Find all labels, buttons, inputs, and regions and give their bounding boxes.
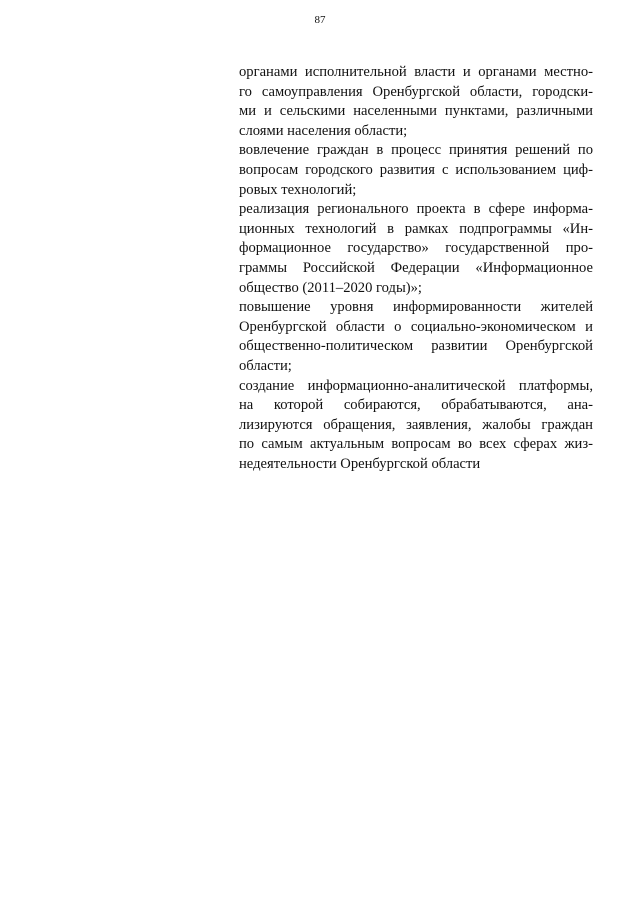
text-line: на которой собираются, обрабатываются, ана- [239, 397, 593, 414]
text-line: Оренбургской области о социально-экономическом и [239, 318, 593, 335]
text-line: по самым актуальным вопросам во всех сферах жиз- [239, 436, 593, 453]
text-line: ционных технологий в рамках подпрограммы «Ин- [239, 220, 593, 237]
text-line: ми и сельскими населенными пунктами, различными [239, 103, 593, 120]
text-line: граммы Российской Федерации «Информационное [239, 259, 593, 276]
text-line: повышение уровня информированности жителей [239, 299, 593, 316]
text-line: лизируются обращения, заявления, жалобы граждан [239, 416, 593, 433]
text-line: го самоуправления Оренбургской области, городски- [239, 83, 593, 100]
text-line: органами исполнительной власти и органами местно- [239, 64, 593, 80]
text-line: слоями населения области; [239, 122, 408, 139]
text-line: формационное государство» государственной про- [239, 240, 593, 257]
text-line: общественно-политическом развитии Оренбургской [239, 338, 593, 355]
text-line: реализация регионального проекта в сфере информа- [239, 201, 593, 218]
text-line: ровых технологий; [239, 181, 357, 198]
text-line: создание информационно-аналитической платформы, [239, 377, 593, 394]
page-number: 87 [314, 14, 326, 26]
body-text [239, 63, 593, 474]
text-line: области; [239, 357, 292, 374]
text-line: вовлечение граждан в процесс принятия решений по [239, 142, 593, 159]
text-line: вопросам городского развития с использованием циф- [239, 161, 593, 178]
text-line: общество (2011–2020 годы)»; [239, 279, 422, 296]
text-line: недеятельности Оренбургской области [239, 455, 481, 472]
